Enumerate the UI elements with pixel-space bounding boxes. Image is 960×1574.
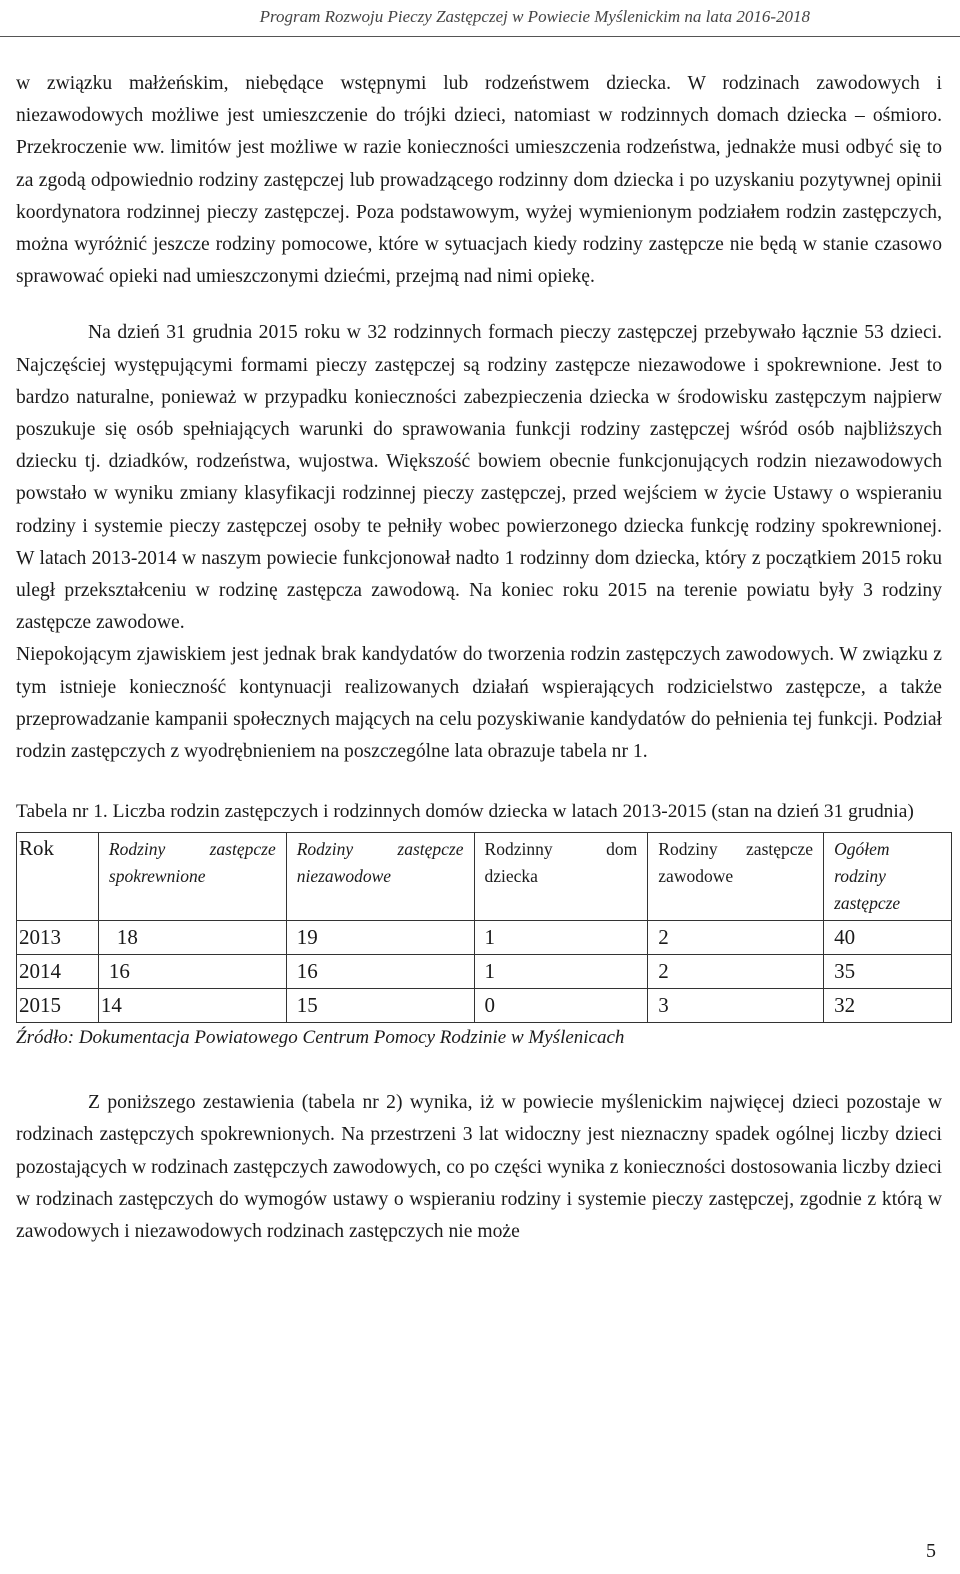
cell-year: 2015 <box>17 989 99 1023</box>
cell-professional: 3 <box>648 989 824 1023</box>
table-row <box>17 921 952 955</box>
cell-kinship: 18 <box>98 921 286 955</box>
families-table <box>16 832 952 1023</box>
header-family-home: Rodzinny dom dziecka <box>474 833 648 921</box>
running-header <box>0 3 960 37</box>
cell-non-professional: 15 <box>286 989 474 1023</box>
cell-year: 2013 <box>17 921 99 955</box>
table-row <box>17 989 952 1023</box>
cell-family-home: 1 <box>474 955 648 989</box>
table-source: Źródło: Dokumentacja Powiatowego Centrum Pomocy Rodzinie w Myślenicach <box>16 1027 625 1049</box>
paragraph-2: Na dzień 31 grudnia 2015 roku w 32 rodzinnych formach pieczy zastępczej przebywało łącznie 53 dzieci. Najczęściej występującymi formami pieczy zastępczej są rodziny zastępcze niezawodowe i spokrewnione. Jest to bardzo naturalne, ponieważ w przypadku konieczności zabezpieczenia dziecka w środowisku zastępczym najpierw poszukuje się osób spełniających warunki do sprawowania funkcji rodziny zastępczej wśród osób najbliższych dziecku tj. dziadków, rodzeństwa, wujostwa. Większość bowiem obecnie funkcjonujących rodzin niezawodowych powstało w wyniku zmiany klasyfikacji rodzinnej pieczy zastępczej, przed wejściem w życie Ustawy o wspieraniu rodziny i systemie pieczy zastępczej osoby te pełniły wobec powierzonego dziecka funkcję rodziny spokrewnionej. W latach 2013-2014 w naszym powiecie funkcjonował nadto 1 rodzinny dom dziecka, który z początkiem 2015 roku uległ przekształceniu w rodzinę zastępcza zawodową. Na koniec roku 2015 na terenie powiatu były 3 rodziny zastępcze zawodowe. <box>16 322 942 634</box>
header-title: Program Rozwoju Pieczy Zastępczej w Powiecie Myślenickim na lata 2016-2018 <box>259 7 810 26</box>
cell-family-home: 1 <box>474 921 648 955</box>
cell-total: 35 <box>824 955 952 989</box>
table-header-row <box>17 833 952 921</box>
page-body <box>16 68 942 1248</box>
cell-year: 2014 <box>17 955 99 989</box>
paragraph-4: Z poniższego zestawienia (tabela nr 2) wynika, iż w powiecie myślenickim najwięcej dzieci pozostaje w rodzinach zastępczych spokrewnionych. Na przestrzeni 3 lat widoczny jest nieznaczny spadek ogólnej liczby dzieci pozostających w rodzinach zastępczych zawodowych, co po części wynika z konieczności dostosowania liczby dzieci w rodzinach zastępczych do wymogów ustawy o wspieraniu rodziny i systemie pieczy zastępczej, zgodnie z którą w zawodowych i niezawodowych rodzinach zastępczych nie może <box>16 1092 942 1243</box>
cell-non-professional: 19 <box>286 921 474 955</box>
cell-total: 40 <box>824 921 952 955</box>
header-year: Rok <box>17 833 99 921</box>
table-caption: Tabela nr 1. Liczba rodzin zastępczych i rodzinnych domów dziecka w latach 2013-2015 (stan na dzień 31 grudnia) <box>16 801 914 823</box>
cell-non-professional: 16 <box>286 955 474 989</box>
cell-professional: 2 <box>648 955 824 989</box>
paragraph-3: Niepokojącym zjawiskiem jest jednak brak kandydatów do tworzenia rodzin zastępczych zawodowych. W związku z tym istnieje konieczność kontynuacji realizowanych działań wspierających rodzicielstwo zastępcze, a także przeprowadzanie kampanii społecznych mających na celu pozyskiwanie kandydatów do pełnienia tej funkcji. Podział rodzin zastępczych z wyodrębnieniem na poszczególne lata obrazuje tabela nr 1. <box>16 644 942 763</box>
paragraph-1: w związku małżeńskim, niebędące wstępnymi lub rodzeństwem dziecka. W rodzinach zawodowych i niezawodowych możliwe jest umieszczenie do trójki dzieci, natomiast w rodzinnych domach dziecka – ośmioro. Przekroczenie ww. limitów jest możliwe w razie konieczności umieszczenia rodzeństwa, jednakże musi odbyć się to za zgodą odpowiednio rodziny zastępczej lub prowadzącego rodzinny dom dziecka i po uzyskaniu pozytywnej opinii koordynatora rodzinnej pieczy zastępczej. Poza podstawowym, wyżej wymienionym podziałem rodzin zastępczych, można wyróżnić jeszcze rodziny pomocowe, które w sytuacjach kiedy rodziny zastępcze nie będą w stanie czasowo sprawować opieki nad umieszczonymi dziećmi, przejmą nad nimi opiekę. <box>16 73 942 288</box>
table-row <box>17 955 952 989</box>
cell-kinship: 16 <box>98 955 286 989</box>
header-non-professional: Rodziny zastępcze niezawodowe <box>286 833 474 921</box>
header-professional: Rodziny zastępcze zawodowe <box>648 833 824 921</box>
header-kinship: Rodziny zastępcze spokrewnione <box>98 833 286 921</box>
page-number: 5 <box>926 1540 936 1562</box>
cell-total: 32 <box>824 989 952 1023</box>
cell-kinship: 14 <box>98 989 286 1023</box>
cell-family-home: 0 <box>474 989 648 1023</box>
header-total: Ogółem rodziny zastępcze <box>824 833 952 921</box>
cell-professional: 2 <box>648 921 824 955</box>
